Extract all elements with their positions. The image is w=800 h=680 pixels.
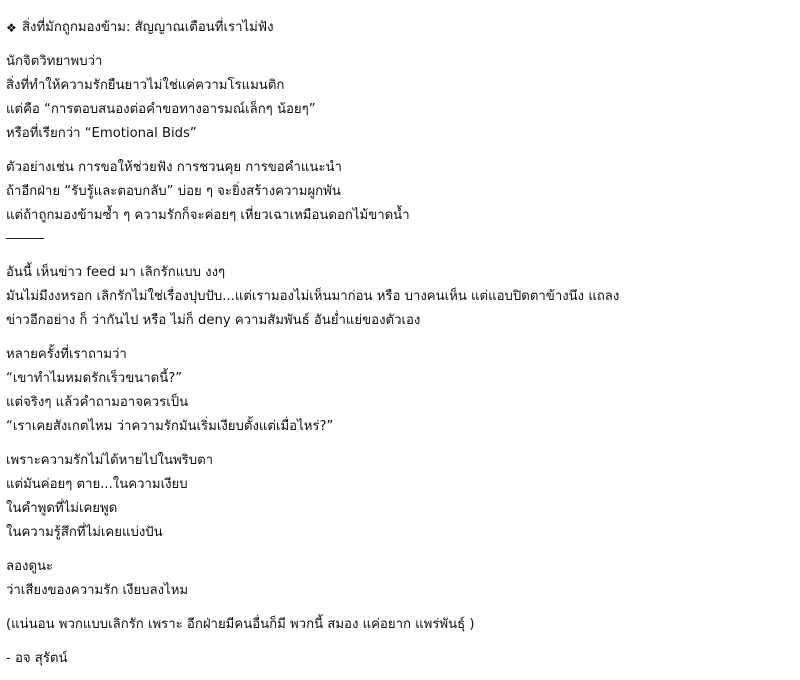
intro-line: แต่คือ “การตอบสนองต่อคำขอทางอารมณ์เล็กๆ น้อยๆ” [6,102,316,117]
post-title-row [6,16,794,40]
questions-paragraph [6,343,794,439]
intro-line: นักจิตวิทยาพบว่า [6,54,103,69]
examples-line: ถ้าอีกฝ่าย “รับรู้และตอบกลับ” บ่อย ๆ จะยิ่งสร้างความผูกพัน [6,184,341,199]
examples-line: ตัวอย่างเช่น การขอให้ช่วยฟัง การชวนคุย การขอคำแนะนำ [6,160,342,175]
examples-paragraph [6,156,794,228]
news-line: อันนี้ เห็นข่าว feed มา เลิกรักแบบ งงๆ [6,265,226,280]
fading-line: ในความรู้สึกที่ไม่เคยแบ่งปัน [6,525,163,540]
examples-line: แต่ถ้าถูกมองข้ามซ้ำ ๆ ความรักก็จะค่อยๆ เหี่ยวเฉาเหมือนดอกไม้ขาดน้ำ [6,208,410,223]
section-divider [6,238,44,239]
closing-line: ลองดูนะ [6,559,54,574]
diamond-icon: ❖ [6,21,17,35]
post-title: สิ่งที่มักถูกมองข้าม: สัญญาณเตือนที่เราไม่ฟัง [22,20,274,35]
note-line: (แน่นอน พวกแบบเลิกรัก เพราะ อีกฝ่ายมีคนอื่นก็มี พวกนี้ สมอง แค่อยาก แพร่พันธุ์ ) [6,617,475,632]
signature: - อจ สุรัตน์ [6,651,68,666]
signature-paragraph [6,647,794,671]
news-line: ข่าวอีกอย่าง ก็ ว่ากันไป หรือ ไม่ก็ deny ความสัมพันธ์ อันย่ำแย่ของตัวเอง [6,313,421,328]
news-paragraph [6,261,794,333]
questions-line: หลายครั้งที่เราถามว่า [6,347,127,362]
news-line: มันไม่มีงงหรอก เลิกรักไม่ใช่เรื่องปุบปับ...แต่เรามองไม่เห็นมาก่อน หรือ บางคนเห็น แต่แอบปิดตาข้างนึง แถลง [6,289,620,304]
fading-paragraph [6,449,794,545]
intro-paragraph [6,50,794,146]
closing-paragraph [6,555,794,603]
intro-line: หรือที่เรียกว่า “Emotional Bids” [6,126,197,141]
fading-line: แต่มันค่อยๆ ตาย...ในความเงียบ [6,477,188,492]
note-paragraph [6,613,794,637]
questions-line: “เขาทำไมหมดรักเร็วขนาดนี้?” [6,371,183,386]
intro-line: สิ่งที่ทำให้ความรักยืนยาวไม่ใช่แค่ความโรแมนติก [6,78,285,93]
questions-line: “เราเคยสังเกตไหม ว่าความรักมันเริ่มเงียบตั้งแต่เมื่อไหร่?” [6,419,334,434]
closing-line: ว่าเสียงของความรัก เงียบลงไหม [6,583,189,598]
fading-line: เพราะความรักไม่ได้หายไปในพริบตา [6,453,214,468]
questions-line: แต่จริงๆ แล้วคำถามอาจควรเป็น [6,395,189,410]
fading-line: ในคำพูดที่ไม่เคยพูด [6,501,118,516]
